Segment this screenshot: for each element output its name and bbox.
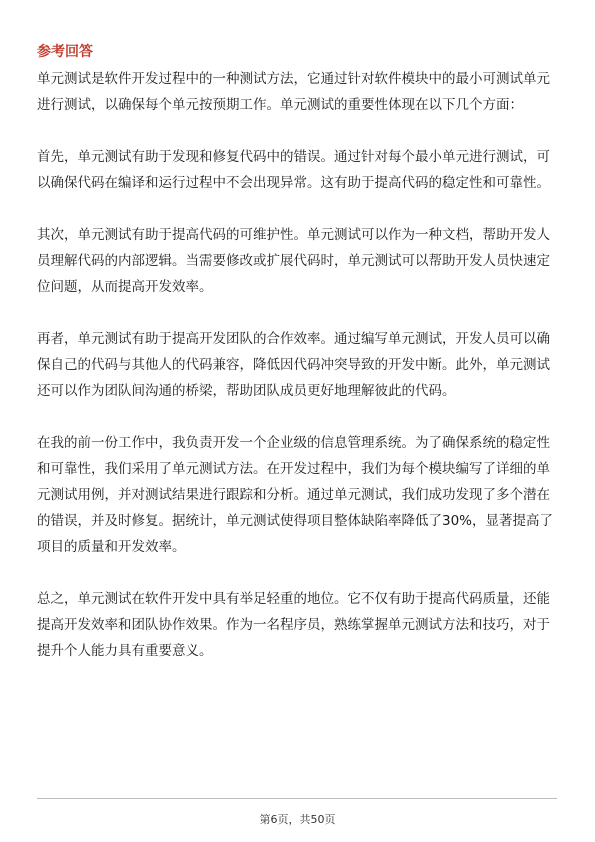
footer-divider <box>37 798 557 799</box>
paragraph-third: 再者，单元测试有助于提高开发团队的合作效率。通过编写单元测试，开发人员可以确保自己的代码与其他人的代码兼容，降低因代码冲突导致的开发中断。此外，单元测试还可以作为团队间沟通的桥梁，帮助团队成员更好地理解彼此的代码。 <box>37 331 550 399</box>
paragraph-second: 其次，单元测试有助于提高代码的可维护性。单元测试可以作为一种文档，帮助开发人员理解代码的内部逻辑。当需要修改或扩展代码时，单元测试可以帮助开发人员快速定位问题，从而提高开发效率。 <box>37 227 550 295</box>
paragraph-first: 首先，单元测试有助于发现和修复代码中的错误。通过针对每个最小单元进行测试，可以确保代码在编译和运行过程中不会出现异常。这有助于提高代码的稳定性和可靠性。 <box>37 149 550 191</box>
paragraph-conclusion: 总之，单元测试在软件开发中具有举足轻重的地位。它不仅有助于提高代码质量，还能提高开发效率和团队协作效果。作为一名程序员，熟练掌握单元测试方法和技巧，对于提升个人能力具有重要意义。 <box>37 591 550 659</box>
paragraph-experience: 在我的前一份工作中，我负责开发一个企业级的信息管理系统。为了确保系统的稳定性和可靠性，我们采用了单元测试方法。在开发过程中，我们为每个模块编写了详细的单元测试用例，并对测试结果进行跟踪和分析。通过单元测试，我们成功发现了多个潜在的错误，并及时修复。据统计，单元测试使得项目整体缺陷率降低了30%，显著提高了项目的质量和开发效率。 <box>37 435 554 555</box>
answer-body <box>37 66 557 690</box>
page-number: 第6页，共50页 <box>259 813 336 826</box>
section-heading: 参考回答 <box>37 44 93 60</box>
paragraph-intro: 单元测试是软件开发过程中的一种测试方法，它通过针对软件模块中的最小可测试单元进行测试，以确保每个单元按预期工作。单元测试的重要性体现在以下几个方面： <box>37 71 550 113</box>
